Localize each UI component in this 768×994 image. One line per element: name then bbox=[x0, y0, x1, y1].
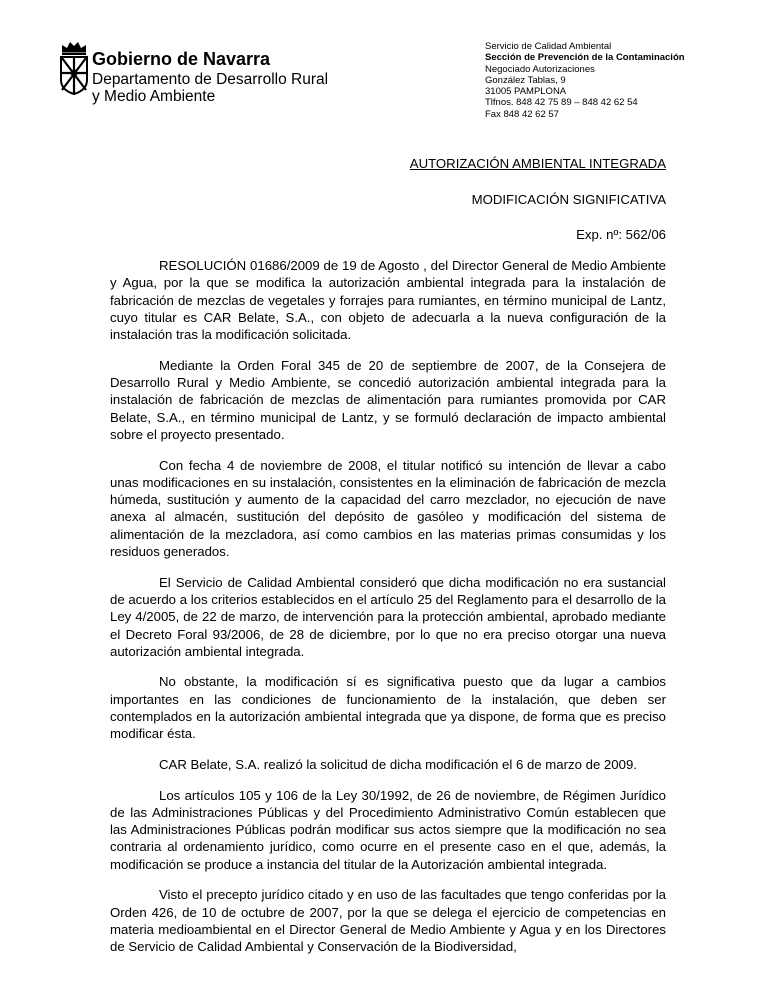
document-title: AUTORIZACIÓN AMBIENTAL INTEGRADA bbox=[409, 156, 666, 171]
fax-number: Fax 848 42 62 57 bbox=[485, 108, 559, 120]
navarra-coat-of-arms-icon bbox=[58, 40, 90, 96]
paragraph: Los artículos 105 y 106 de la Ley 30/1992, de 26 de noviembre, de Régimen Jurídico de las Administraciones Públicas y del Procedimiento Administrativo Común establecen que las Administraciones Públicas podrán modificar sus actos siempre que la modificación no sea contraria al ordenamiento jurídico, como ocurre en el presente caso en el que, además, la modificación se produce a instancia del titular de la Autorización ambiental integrada. bbox=[110, 787, 666, 872]
government-logo bbox=[58, 40, 329, 110]
section-name: Sección de Prevención de la Contaminación bbox=[485, 52, 685, 64]
logo-department-line2: y Medio Ambiente bbox=[92, 88, 216, 105]
document-body bbox=[110, 257, 666, 969]
postal-city: 31005 PAMPLONA bbox=[485, 86, 567, 98]
logo-department-line1: Departamento de Desarrollo Rural bbox=[92, 71, 329, 88]
paragraph: Con fecha 4 de noviembre de 2008, el titular notificó su intención de llevar a cabo unas modificaciones en su instalación, consistentes en la eliminación de fabricación de mezcla húmeda, sustitución y aumento de la capacidad del carro mezclador, no ejecución de nave anexa al almacén, sustitución del depósito de gasóleo y modificación del sistema de alimentación de la mezcladora, así como cambios en las materias primas consumidas y los residuos generados. bbox=[110, 457, 666, 560]
paragraph: No obstante, la modificación sí es significativa puesto que da lugar a cambios importantes en las condiciones de funcionamiento de la instalación, que deben ser contemplados en la autorización ambiental integrada que ya dispone, de forma que es preciso modificar ésta. bbox=[110, 674, 666, 742]
logo-department bbox=[92, 71, 328, 105]
paragraph: Mediante la Orden Foral 345 de 20 de septiembre de 2007, de la Consejera de Desarrollo Rural y Medio Ambiente, se concedió autorización ambiental integrada para la instalación de fabricación de mezclas de alimentación para rumiantes promovida por CAR Belate, S.A., en término municipal de Lantz, y se formuló declaración de impacto ambiental sobre el proyecto presentado. bbox=[110, 357, 666, 442]
paragraph: Visto el precepto jurídico citado y en uso de las facultades que tengo conferidas por la Orden 426, de 10 de octubre de 2007, por la que se delega el ejercicio de competencias en materia medioambiental en el Director General de Medio Ambiente y Agua y en los Directores de Servicio de Calidad Ambiental y Conservación de la Biodiversidad, bbox=[110, 887, 666, 955]
service-name: Servicio de Calidad Ambiental bbox=[485, 41, 612, 52]
document-subtitle: MODIFICACIÓN SIGNIFICATIVA bbox=[471, 192, 666, 207]
phone-numbers: Tlfnos. 848 42 75 89 – 848 42 62 54 bbox=[485, 97, 638, 109]
logo-title: Gobierno de Navarra bbox=[92, 49, 271, 69]
paragraph-resolution: RESOLUCIÓN 01686/2009 de 19 de Agosto , del Director General de Medio Ambiente y Agua, por la que se modifica la autorización ambiental integrada para la instalación de fabricación de mezclas de vegetales y forrajes para rumiantes, en término municipal de Lantz, cuyo titular es CAR Belate, S.A., con objeto de adecuarla a la nueva configuración de la instalación tras la modificación solicitada. bbox=[110, 258, 666, 343]
service-address-block bbox=[485, 41, 685, 120]
paragraph: CAR Belate, S.A. realizó la solicitud de dicha modificación el 6 de marzo de 2009. bbox=[159, 756, 637, 772]
street-address: González Tablas, 9 bbox=[485, 74, 566, 86]
office-name: Negociado Autorizaciones bbox=[485, 63, 595, 75]
paragraph: El Servicio de Calidad Ambiental consideró que dicha modificación no era sustancial de acuerdo a los criterios establecidos en el artículo 25 del Reglamento para el desarrollo de la Ley 4/2005, de 22 de marzo, de intervención para la protección ambiental, aprobado mediante el Decreto Foral 93/2006, de 28 de diciembre, por lo que no era preciso otorgar una nueva autorización ambiental integrada. bbox=[110, 574, 666, 659]
file-number: Exp. nº: 562/06 bbox=[576, 227, 666, 242]
